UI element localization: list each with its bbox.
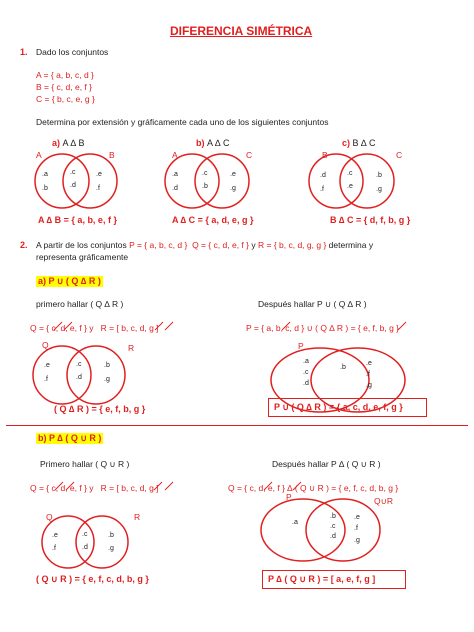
- venn3-label-right: C: [396, 150, 403, 160]
- venn3-elem: .d: [320, 172, 326, 179]
- venn4-elem: .e: [44, 362, 50, 369]
- venn7-label-right: Q∪R: [374, 496, 393, 506]
- venn6-elem: .f: [52, 545, 56, 552]
- venn2-elem: .a: [172, 171, 178, 178]
- venn5-elem: .b: [340, 364, 346, 371]
- venn4-elem: .f: [44, 376, 48, 383]
- venn7-elem: .f: [354, 525, 358, 532]
- q2-determine: determina y: [328, 240, 374, 250]
- venn-circle-a2: [165, 154, 219, 208]
- item-2a-then-step: Después hallar P ∪ ( Q ∆ R ): [258, 299, 367, 309]
- venn2-label-right: C: [246, 150, 253, 160]
- item-2a-first-step: primero hallar ( Q ∆ R ): [36, 299, 124, 309]
- question-1-instruction: Determina por extensión y gráficamente cada uno de los siguientes conjuntos: [36, 117, 329, 127]
- venn7-elem: .c: [330, 523, 336, 530]
- item-2b-result-1: ( Q ∪ R ) = { e, f, c, d, b, g }: [36, 574, 149, 584]
- venn3-elem: .g: [376, 186, 382, 193]
- q2-and: y: [251, 240, 256, 250]
- result-a-delta-c: A ∆ C = { a, d, e, g }: [172, 215, 254, 225]
- item-2a-p-line: P = { a, b, c, d } ∪ ( Q ∆ R ) = { e, f, b, g }: [246, 323, 400, 333]
- item-2a-label: a) P ∪ ( Q ∆ R ): [38, 276, 101, 286]
- item-2a-r-text: R = [ b, c, d, g ]: [100, 323, 159, 333]
- venn5-label-left: P: [298, 341, 304, 351]
- venn1-label-left: A: [36, 150, 42, 160]
- question-1-text: Dado los conjuntos: [36, 47, 109, 57]
- venn2-elem: .e: [230, 171, 236, 178]
- venn5-elem: .a: [303, 358, 309, 365]
- venn2-elem: .d: [172, 185, 178, 192]
- venn-circle-q-a: [33, 346, 91, 404]
- venn-circle-qur-b: [306, 499, 380, 561]
- venn1-label-right: B: [109, 150, 115, 160]
- venn5-elem: .d: [303, 380, 309, 387]
- venn3-elem: .e: [347, 183, 353, 190]
- q2-intro: A partir de los conjuntos: [36, 240, 127, 250]
- venn1-elem: .a: [42, 171, 48, 178]
- venn-circle-q-b: [42, 516, 94, 568]
- venn-circle-c2: [195, 154, 249, 208]
- item-2b-result-2: P ∆ ( Q ∪ R ) = [ a, e, f, g ]: [268, 574, 376, 584]
- venn6-elem: .g: [108, 545, 114, 552]
- item-b-expression: A ∆ C: [207, 138, 230, 148]
- venn4-elem: .g: [104, 376, 110, 383]
- venn5-elem: .e: [366, 360, 372, 367]
- question-2-text: [36, 240, 373, 250]
- item-c-expression: B ∆ C: [352, 138, 376, 148]
- venn-circle-b1: [63, 154, 117, 208]
- venn7-elem: .b: [330, 513, 336, 520]
- venn1-elem: .b: [42, 185, 48, 192]
- question-2-number: 2.: [20, 240, 28, 250]
- venn5-elem: .f: [366, 371, 370, 378]
- venn4-label-left: Q: [42, 340, 49, 350]
- item-2b-then-step: Después hallar P ∆ ( Q ∪ R ): [272, 459, 381, 469]
- venn3-label-left: B: [322, 150, 328, 160]
- venn7-elem: .e: [354, 514, 360, 521]
- set-a-definition: A = { a, b, c, d }: [36, 70, 94, 80]
- item-2b-first-step: Primero hallar ( Q ∪ R ): [40, 459, 130, 469]
- venn4-elem: .c: [76, 361, 82, 368]
- venn-circle-p-b: [261, 499, 345, 561]
- venn6-elem: .e: [52, 532, 58, 539]
- venn-circle-b3: [309, 154, 363, 208]
- venn4-elem: .d: [76, 374, 82, 381]
- venn5-elem: .g: [366, 382, 372, 389]
- venn5-elem: .c: [303, 369, 309, 376]
- item-2a-q-text: Q = { c, d, e, f } y: [30, 323, 94, 333]
- venn1-elem: .c: [70, 169, 76, 176]
- venn-circle-a1: [35, 154, 89, 208]
- venn6-elem: .c: [82, 531, 88, 538]
- venn3-elem: .b: [376, 172, 382, 179]
- venn3-elem: .f: [320, 186, 324, 193]
- item-2b-q-set: [30, 483, 159, 493]
- item-2a-result-1: ( Q ∆ R ) = { e, f, b, g }: [54, 404, 146, 414]
- venn-circle-r-b: [76, 516, 128, 568]
- venn1-elem: .d: [70, 182, 76, 189]
- venn1-elem: .f: [96, 185, 100, 192]
- venn6-label-right: R: [134, 512, 141, 522]
- item-2a-result-2: P ∪ ( Q ∆ R ) = { a, c, d, e, f, g }: [274, 402, 403, 412]
- venn1-elem: .e: [96, 171, 102, 178]
- result-a-delta-b: A ∆ B = { a, b, e, f }: [38, 215, 117, 225]
- venn4-label-right: R: [128, 343, 135, 353]
- set-c-definition: C = { b, c, e, g }: [36, 94, 95, 104]
- venn6-label-left: Q: [46, 512, 53, 522]
- venn2-elem: .c: [202, 170, 208, 177]
- item-c-letter: c): [342, 138, 351, 148]
- venn4-elem: .b: [104, 362, 110, 369]
- item-a-letter: a): [52, 138, 61, 148]
- item-b-letter: b): [196, 138, 205, 148]
- set-q-definition: Q = { c, d, e, f }: [192, 240, 249, 250]
- venn2-elem: .b: [202, 183, 208, 190]
- venn6-elem: .d: [82, 544, 88, 551]
- item-2b-r-text: R = [ b, c, d, g ]: [100, 483, 159, 493]
- venn7-elem: .a: [292, 519, 298, 526]
- item-2b-label: b) P ∆ ( Q ∪ R ): [38, 433, 102, 443]
- set-b-definition: B = { c, d, e, f }: [36, 82, 92, 92]
- venn7-label-left: P: [286, 492, 292, 502]
- section-divider: [6, 425, 468, 426]
- question-2-text-cont: representa gráficamente: [36, 252, 129, 262]
- result-b-delta-c: B ∆ C = { d, f, b, g }: [330, 215, 411, 225]
- page-title: DIFERENCIA SIMÉTRICA: [170, 24, 313, 38]
- venn6-elem: .b: [108, 532, 114, 539]
- venn2-label-left: A: [172, 150, 178, 160]
- item-2b-q-text: Q = { c, d, e, f } y: [30, 483, 94, 493]
- venn-circle-c3: [340, 154, 394, 208]
- item-2a-q-set: [30, 323, 159, 333]
- set-p-definition: P = { a, b, c, d }: [129, 240, 188, 250]
- venn7-elem: .d: [330, 533, 336, 540]
- venn3-elem: .c: [347, 170, 353, 177]
- venn7-elem: .g: [354, 537, 360, 544]
- item-a-expression: A ∆ B: [62, 138, 85, 148]
- venn2-elem: .g: [230, 185, 236, 192]
- set-r-definition: R = { b, c, d, g, g }: [258, 240, 327, 250]
- question-1-number: 1.: [20, 47, 28, 57]
- item-2b-q-line: Q = { c, d, e, f } ∆ ( Q ∪ R ) = { e, f, c, d, b, g }: [228, 483, 399, 493]
